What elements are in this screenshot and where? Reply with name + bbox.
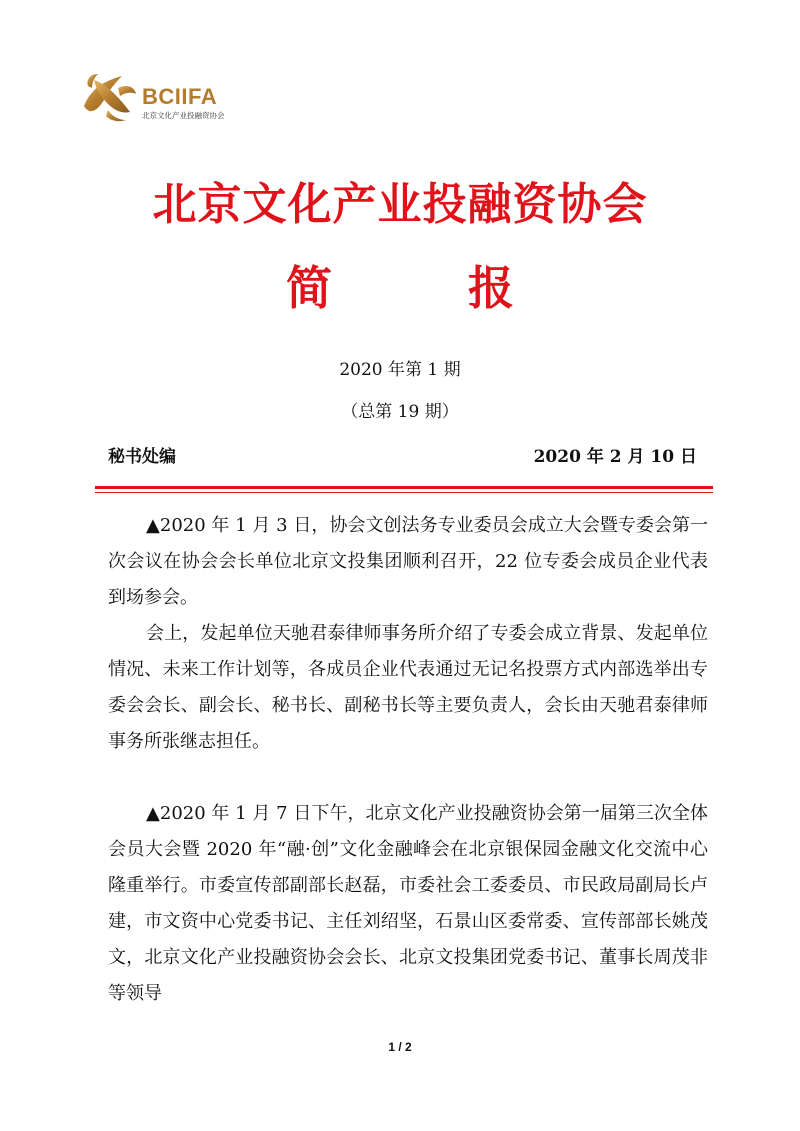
news-paragraph: ▲2020 年 1 月 3 日，协会文创法务专业委员会成立大会暨专委会第一次会议在协会会长单位北京文投集团顺利召开，22 位专委会成员企业代表到场参会。	[108, 515, 708, 608]
news-paragraph: 会上，发起单位天驰君泰律师事务所介绍了专委会成立背景、发起单位情况、未来工作计划等，各成员企业代表通过无记名投票方式内部选举出专委会会长、副会长、秘书长、副秘书长等主要负责人，会长由天驰君泰律师事务所张继志担任。	[108, 623, 708, 752]
total-issue-number: （总第 19 期）	[341, 402, 459, 422]
association-logo	[78, 66, 238, 126]
bciifa-logo-mark-icon	[78, 66, 140, 124]
page-number: 1 / 2	[388, 1040, 412, 1054]
publish-date: 2020 年 2 月 10 日	[533, 447, 697, 467]
bulletin-body	[108, 508, 708, 1012]
news-paragraph: ▲2020 年 1 月 7 日下午，北京文化产业投融资协会第一届第三次全体会员大会暨 2020 年“融·创”文化金融峰会在北京银保园金融文化交流中心隆重举行。市委宣传部副部长赵磊，市委社会工委委员、市民政局副局长卢建，市文资中心党委书记、主任刘绍坚，石景山区委常委、宣传部部长姚茂文，北京文化产业投融资协会会长、北京文投集团党委书记、董事长周茂非等领导	[108, 803, 708, 1004]
issue-number: 2020 年第 1 期	[339, 360, 461, 380]
bulletin-subtitle: 简 报	[285, 261, 574, 315]
editor-label: 秘书处编	[108, 447, 176, 467]
header-divider-thin	[95, 492, 713, 493]
logo-text-en: BCIIFA	[142, 84, 218, 109]
logo-text-cn: 北京文化产业投融资协会	[142, 111, 225, 120]
header-divider-thick	[95, 486, 713, 489]
bulletin-title: 北京文化产业投融资协会	[152, 179, 648, 230]
